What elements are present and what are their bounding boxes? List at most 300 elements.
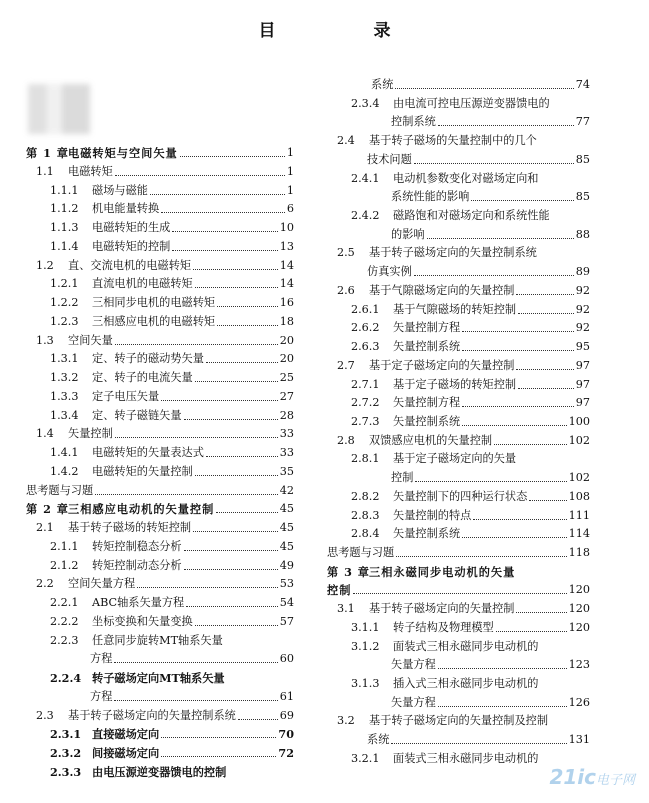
leader-dots [438, 668, 567, 669]
leader-dots [161, 400, 278, 401]
toc-entry-page: 108 [568, 489, 590, 503]
toc-entry-page: 92 [575, 302, 590, 316]
toc-entry-page: 10 [279, 221, 294, 234]
leader-dots [186, 606, 278, 607]
toc-entry [50, 202, 294, 216]
toc-entry [50, 634, 294, 648]
toc-entry-page: 14 [279, 258, 294, 272]
toc-entry [351, 640, 590, 654]
leader-dots [195, 381, 278, 382]
toc-entry-number: 3.1.1 [351, 620, 380, 634]
toc-entry [351, 452, 590, 466]
toc-entry-number: 1.3.4 [50, 408, 79, 422]
toc-entry-title: 矢量方程 [391, 658, 436, 672]
toc-entry [337, 284, 590, 298]
toc-entry [351, 303, 590, 317]
toc-entry-title: 矢量控制系统 [393, 527, 461, 541]
toc-entry-number: 2.2.3 [50, 633, 79, 647]
toc-entry-number: 1.1 [36, 164, 54, 178]
toc-entry [351, 527, 590, 541]
leader-dots [184, 419, 278, 420]
toc-entry [50, 315, 294, 329]
toc-entry-title: 磁场与磁能 [92, 183, 148, 197]
toc-entry-page: 57 [279, 614, 294, 628]
toc-entry-title: 矢量控制方程 [393, 321, 461, 335]
toc-entry-title: 基于转子磁场的矢量控制中的几个 [369, 134, 537, 148]
toc-entry [351, 378, 590, 392]
toc-entry-title: 定、转子的电流矢量 [92, 371, 193, 384]
toc-entry-title: 电磁转矩的生成 [92, 221, 171, 234]
toc-entry-title: 任意同步旋转MT轴系矢量 [92, 633, 223, 647]
toc-entry-page: 54 [279, 596, 294, 609]
leader-dots [516, 612, 566, 613]
toc-entry [50, 727, 294, 741]
leader-dots [516, 294, 573, 295]
leader-dots [217, 306, 278, 307]
toc-entry-number: 2.3.3 [50, 764, 82, 779]
leader-dots [391, 743, 566, 744]
toc-entry [50, 240, 294, 254]
leader-dots [462, 331, 574, 332]
toc-entry-page: 20 [279, 333, 294, 347]
toc-entry-number: 2.2.2 [50, 614, 79, 628]
toc-entry-page: 13 [279, 239, 294, 253]
toc-entry [351, 396, 590, 410]
leader-dots [353, 593, 566, 594]
toc-entry-page: 95 [575, 340, 590, 354]
toc-entry [351, 209, 590, 223]
toc-entry-number: 2.7.2 [351, 396, 380, 410]
toc-entry-title: 定、转子磁链矢量 [92, 408, 182, 422]
toc-entry-page: 92 [575, 283, 590, 297]
toc-entry-page: 118 [568, 546, 590, 559]
toc-entry-number: 2.3 [36, 708, 54, 722]
toc-entry-page: 33 [279, 427, 294, 441]
leader-dots [195, 625, 278, 626]
toc-entry [337, 359, 590, 373]
leader-dots [496, 631, 567, 632]
leader-dots [150, 194, 285, 195]
toc-entry-title: 直、交流电机的电磁转矩 [68, 258, 192, 272]
toc-entry-title: 系统 [367, 733, 390, 747]
watermark-big: 21ic [549, 765, 596, 789]
toc-entry-page: 14 [279, 277, 294, 291]
toc-entry [50, 615, 294, 629]
toc-entry-title: 双馈感应电机的矢量控制 [369, 433, 493, 447]
toc-entry-number: 2.6.3 [351, 340, 380, 354]
leader-dots [529, 500, 566, 501]
toc-entry-number: 2.8.3 [351, 508, 380, 522]
toc-entry-number: 2.2.1 [50, 596, 79, 609]
toc-entry-number: 1.3.3 [50, 389, 79, 403]
toc-entry [50, 465, 294, 479]
toc-entry-title: 矢量方程 [391, 695, 436, 709]
toc-entry [351, 415, 590, 429]
toc-entry [50, 221, 294, 235]
toc-entry [50, 540, 294, 554]
toc-entry-number: 1.1.4 [50, 239, 79, 253]
leader-dots [415, 481, 566, 482]
leader-dots [238, 719, 278, 720]
blurred-image-patch [28, 84, 90, 134]
leader-dots [206, 456, 278, 457]
toc-entry [36, 709, 294, 723]
toc-entry [327, 565, 590, 579]
toc-entry-number: 1.3 [36, 333, 54, 347]
toc-entry-title: 控制 [391, 471, 414, 485]
toc-entry-number: 2.7.1 [351, 377, 380, 391]
toc-entry-title: 矢量控制系统 [393, 340, 461, 354]
toc-entry-title: 由电流可控电压源逆变器馈电的 [393, 96, 550, 110]
toc-entry-page: 69 [279, 708, 294, 722]
toc-entry [391, 658, 590, 672]
toc-entry [367, 265, 590, 279]
toc-entry-page: 1 [286, 146, 294, 159]
toc-entry-page: 102 [568, 433, 590, 447]
toc-entry-number: 2.6.1 [351, 302, 380, 316]
toc-entry-number: 第 1 章 [26, 146, 69, 160]
toc-entry-number: 3.2.1 [351, 751, 380, 765]
toc-entry-page: 1 [286, 183, 294, 197]
leader-dots [414, 275, 574, 276]
toc-entry-title: 三相永磁同步电动机的矢量 [369, 564, 516, 579]
toc-entry-page: 25 [279, 371, 294, 384]
toc-entry-title: 三相感应电机的电磁转矩 [92, 314, 216, 328]
toc-entry-page: 72 [278, 746, 294, 760]
leader-dots [137, 587, 278, 588]
toc-entry [327, 583, 590, 597]
toc-entry-title: 间接磁场定向 [92, 746, 160, 760]
toc-entry-page: 74 [575, 78, 590, 91]
toc-entry-page: 85 [575, 152, 590, 166]
toc-entry-number: 3.1 [337, 602, 355, 616]
toc-entry [26, 502, 294, 516]
toc-entry-number: 1.4.2 [50, 464, 79, 478]
toc-entry-number: 1.4.1 [50, 446, 79, 459]
toc-entry [36, 577, 294, 591]
toc-entry-title: 转子结构及物理模型 [393, 620, 494, 634]
toc-entry [367, 733, 590, 747]
toc-entry-number: 2.2 [36, 577, 54, 591]
toc-entry [327, 546, 590, 560]
page-title: 目 录 [258, 21, 437, 41]
toc-entry-page: 89 [575, 265, 590, 279]
leader-dots [114, 700, 277, 701]
toc-entry-title: 矢量控制下的四种运行状态 [393, 489, 528, 503]
toc-entry-page: 33 [279, 446, 294, 459]
toc-entry [367, 153, 590, 167]
leader-dots [518, 388, 574, 389]
leader-dots [184, 569, 278, 570]
toc-entry-page: 49 [279, 558, 294, 572]
toc-entry-title: 直流电机的电磁转矩 [92, 277, 193, 291]
toc-entry-page: 27 [279, 389, 294, 403]
leader-dots [184, 550, 278, 551]
toc-entry [50, 184, 294, 198]
toc-entry [351, 340, 590, 354]
toc-entry-number: 2.6.2 [351, 321, 380, 335]
toc-entry-title: 基于转子磁场定向的矢量控制系统 [369, 246, 537, 260]
toc-entry-title: 系统 [371, 78, 394, 91]
toc-entry-title: 三相同步电机的电磁转矩 [92, 296, 216, 309]
leader-dots [462, 406, 574, 407]
leader-dots [195, 287, 278, 288]
toc-entry-page: 1 [286, 164, 294, 178]
toc-entry-title: 直接磁场定向 [92, 727, 160, 742]
toc-entry [337, 434, 590, 448]
toc-entry-page: 126 [568, 695, 590, 709]
toc-entry [351, 172, 590, 186]
toc-entry-title: 定子电压矢量 [92, 389, 160, 403]
toc-entry [337, 246, 590, 260]
toc-entry-page: 35 [279, 464, 294, 478]
leader-dots [395, 88, 573, 89]
leader-dots [216, 512, 277, 513]
toc-entry-page: 120 [568, 602, 590, 616]
toc-entry-page: 120 [568, 620, 590, 634]
toc-entry-title: 矢量控制的特点 [393, 508, 472, 522]
leader-dots [115, 175, 285, 176]
toc-entry-page: 61 [279, 689, 294, 703]
toc-entry-title: 坐标变换和矢量变换 [92, 614, 193, 628]
toc-entry [50, 559, 294, 573]
toc-entry-title: 系统性能的影响 [391, 190, 470, 204]
toc-entry [26, 484, 294, 498]
toc-entry [351, 677, 590, 691]
toc-entry-page: 60 [279, 652, 294, 666]
toc-entry-title: 插入式三相永磁同步电动机的 [393, 677, 539, 691]
toc-entry-page: 120 [568, 583, 590, 597]
toc-entry-page: 45 [279, 539, 294, 553]
toc-entry-number: 2.1.2 [50, 558, 79, 572]
toc-entry-title: 空间矢量 [68, 333, 113, 347]
toc-entry-number: 2.5 [337, 246, 355, 260]
toc-entry-page: 85 [575, 190, 590, 204]
leader-dots [161, 212, 285, 213]
leader-dots [471, 200, 573, 201]
toc-entry-number: 2.1 [36, 521, 54, 534]
toc-entry-page: 97 [575, 396, 590, 410]
toc-entry-number: 2.7 [337, 358, 355, 372]
toc-entry-title: 方程 [90, 652, 113, 666]
toc-entry [50, 352, 294, 366]
toc-entry-page: 70 [278, 727, 294, 742]
leader-dots [161, 737, 276, 738]
leader-dots [494, 444, 567, 445]
watermark-logo [549, 765, 635, 789]
leader-dots [438, 706, 567, 707]
toc-entry-number: 2.1.1 [50, 539, 79, 553]
toc-entry-page: 88 [575, 227, 590, 241]
leader-dots [195, 475, 278, 476]
toc-entry [351, 97, 590, 111]
toc-entry-title: 技术问题 [367, 152, 412, 166]
toc-entry-page: 18 [279, 314, 294, 328]
toc-entry [391, 115, 590, 129]
toc-entry-title: 基于转子磁场的转矩控制 [68, 521, 192, 534]
toc-entry-number: 3.1.3 [351, 677, 380, 691]
toc-entry-number: 2.4.2 [351, 209, 380, 223]
toc-entry-title: 控制 [327, 583, 352, 598]
toc-entry-title: 基于气隙磁场的转矩控制 [393, 302, 517, 316]
toc-entry-title: 基于定子磁场定向的矢量 [393, 452, 517, 466]
toc-entry-number: 1.2 [36, 258, 54, 272]
toc-entry-page: 77 [575, 115, 590, 129]
toc-entry-title: 基于转子磁场定向的矢量控制 [369, 602, 515, 616]
toc-entry-title: 磁路饱和对磁场定向和系统性能 [393, 209, 550, 223]
toc-entry [90, 690, 294, 704]
toc-entry-page: 53 [279, 577, 294, 591]
leader-dots [193, 531, 278, 532]
toc-entry [26, 146, 294, 160]
toc-entry-title: 矢量控制 [68, 427, 113, 441]
toc-entry-title: 由电压源逆变器馈电的控制 [92, 764, 227, 779]
toc-entry-title: 基于气隙磁场定向的矢量控制 [369, 283, 515, 297]
toc-entry [351, 752, 590, 766]
leader-dots [206, 362, 278, 363]
toc-entry-title: 电磁转矩的矢量控制 [92, 464, 193, 478]
toc-entry-page: 97 [575, 358, 590, 372]
toc-entry-number: 3.1.2 [351, 639, 380, 653]
toc-entry [50, 296, 294, 310]
toc-entry-number: 2.8.1 [351, 452, 380, 466]
toc-entry [50, 409, 294, 423]
leader-dots [95, 494, 278, 495]
leader-dots [462, 350, 574, 351]
toc-entry-number: 1.2.3 [50, 314, 79, 328]
toc-entry [50, 371, 294, 385]
toc-entry-number: 2.4.1 [351, 171, 380, 185]
toc-entry-page: 111 [568, 508, 590, 522]
toc-entry-number: 1.1.1 [50, 183, 79, 197]
toc-entry-page: 16 [279, 296, 294, 309]
toc-entry-page: 123 [568, 658, 590, 672]
toc-entry-page: 20 [279, 352, 294, 366]
toc-entry-number: 第 3 章 [327, 564, 370, 579]
toc-entry-title: 控制系统 [391, 115, 436, 129]
toc-entry-title: 思考题与习题 [26, 483, 94, 497]
toc-entry-page: 114 [568, 527, 590, 541]
toc-entry-number: 2.3.1 [50, 727, 82, 742]
toc-entry-number: 1.3.2 [50, 371, 79, 384]
leader-dots [193, 269, 278, 270]
toc-entry [36, 334, 294, 348]
toc-entry-title: 方程 [90, 689, 113, 703]
leader-dots [438, 125, 574, 126]
toc-entry [90, 652, 294, 666]
toc-entry-page: 6 [286, 202, 294, 216]
toc-entry-number: 2.7.3 [351, 414, 380, 428]
toc-entry [50, 671, 294, 685]
toc-entry [36, 521, 294, 535]
toc-entry-page: 102 [568, 471, 590, 485]
toc-entry-title: 仿真实例 [367, 265, 412, 279]
toc-entry-title: 基于定子磁场的转矩控制 [393, 377, 517, 391]
toc-entry-number: 2.4 [337, 134, 355, 148]
leader-dots [516, 369, 573, 370]
leader-dots [414, 163, 574, 164]
leader-dots [217, 325, 278, 326]
toc-entry-title: 的影响 [391, 227, 425, 241]
toc-entry-title: 转子磁场定向MT轴系矢量 [92, 671, 225, 685]
toc-entry-title: 电磁转矩的控制 [92, 239, 171, 253]
toc-entry-page: 42 [279, 483, 294, 497]
toc-entry [36, 165, 294, 179]
toc-entry-title: 基于转子磁场定向的矢量控制系统 [68, 708, 236, 722]
toc-entry-number: 2.3.4 [351, 96, 380, 110]
toc-entry [337, 714, 590, 728]
toc-entry [391, 190, 590, 204]
toc-entry-page: 45 [279, 521, 294, 534]
leader-dots [462, 537, 567, 538]
toc-entry-title: 矢量控制方程 [393, 396, 461, 410]
toc-entry [391, 471, 590, 485]
toc-entry-page: 45 [279, 502, 294, 516]
toc-entry [50, 446, 294, 460]
leader-dots [518, 313, 574, 314]
toc-entry [351, 321, 590, 335]
toc-entry-number: 1.4 [36, 427, 54, 441]
toc-entry-page: 100 [568, 414, 590, 428]
toc-entry-title: 机电能量转换 [92, 202, 160, 216]
toc-entry-number: 3.2 [337, 714, 355, 728]
leader-dots [115, 437, 278, 438]
toc-entry-title: 基于定子磁场定向的矢量控制 [369, 358, 515, 372]
toc-entry-number: 2.8.4 [351, 527, 380, 541]
toc-entry [36, 427, 294, 441]
toc-entry [351, 509, 590, 523]
toc-entry [337, 134, 590, 148]
toc-entry-number: 1.1.2 [50, 202, 79, 216]
toc-entry-number: 2.8.2 [351, 489, 380, 503]
toc-entry-number: 1.1.3 [50, 221, 79, 234]
toc-entry-title: 转矩控制稳态分析 [92, 539, 182, 553]
toc-entry-title: 面装式三相永磁同步电动机的 [393, 751, 539, 765]
toc-entry [50, 277, 294, 291]
toc-entry [50, 596, 294, 610]
toc-entry-page: 28 [279, 408, 294, 422]
toc-entry [337, 602, 590, 616]
toc-entry-title: 电磁转矩的矢量表达式 [92, 446, 204, 459]
toc-entry-page: 92 [575, 321, 590, 335]
leader-dots [172, 250, 277, 251]
toc-entry [36, 259, 294, 273]
toc-entry-title: 三相感应电动机的矢量控制 [68, 502, 215, 517]
leader-dots [427, 238, 574, 239]
toc-entry [50, 746, 294, 760]
toc-entry-title: ABC轴系矢量方程 [92, 596, 185, 609]
toc-entry-title: 电磁转矩与空间矢量 [68, 146, 178, 160]
leader-dots [462, 425, 567, 426]
toc-entry-number: 2.2.4 [50, 671, 82, 685]
toc-entry [50, 390, 294, 404]
leader-dots [473, 519, 566, 520]
toc-entry-page: 131 [568, 733, 590, 747]
toc-entry [351, 490, 590, 504]
toc-entry-title: 面装式三相永磁同步电动机的 [393, 639, 539, 653]
leader-dots [161, 756, 276, 757]
toc-entry-title: 空间矢量方程 [68, 577, 136, 591]
toc-entry-title: 矢量控制系统 [393, 414, 461, 428]
toc-entry-page: 97 [575, 377, 590, 391]
toc-entry [351, 621, 590, 635]
leader-dots [396, 556, 567, 557]
toc-entry [371, 78, 590, 92]
toc-entry-number: 1.2.1 [50, 277, 79, 291]
toc-entry-number: 第 2 章 [26, 502, 69, 517]
leader-dots [172, 231, 277, 232]
toc-entry-number: 1.3.1 [50, 352, 79, 366]
